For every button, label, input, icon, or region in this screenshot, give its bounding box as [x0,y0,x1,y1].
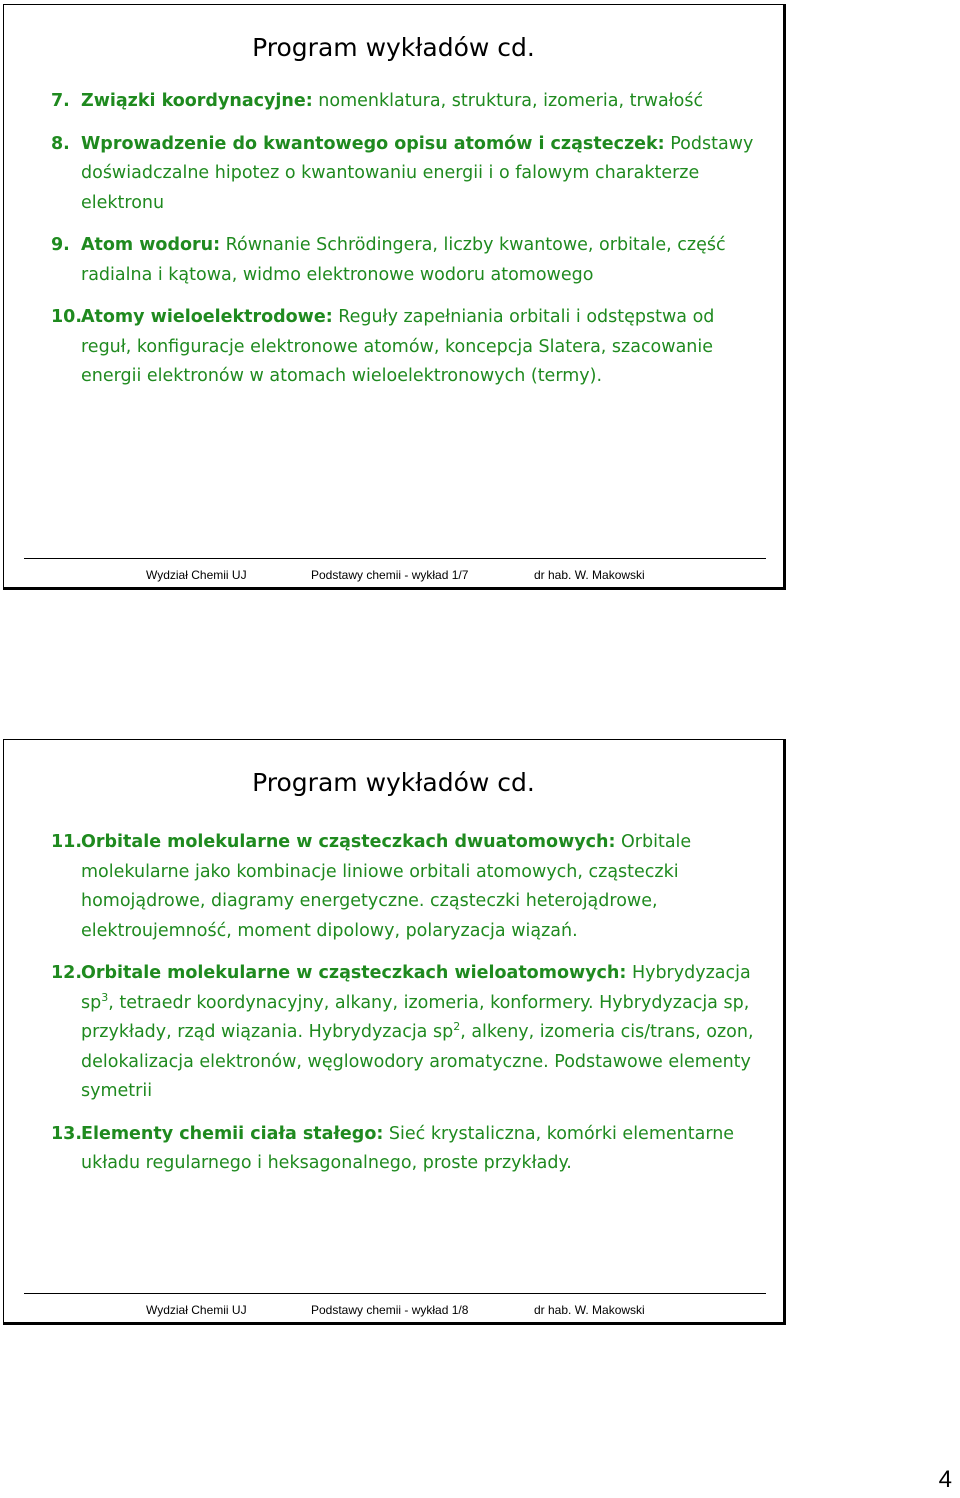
item-heading: Związki koordynacyjne: [81,91,313,111]
footer-lecture: Podstawy chemii - wykład 1/8 [311,1303,469,1317]
footer-author: dr hab. W. Makowski [534,568,645,582]
slide-2 [3,739,786,1325]
item-text: Sieć krystaliczna, komórki elementarne układu regularnego i heksagonalnego, proste przykłady. [81,1123,735,1173]
item-heading: Orbitale molekularne w cząsteczkach wieloatomowych: [81,963,627,983]
item-number: 12. [51,963,83,983]
superscript: 2 [453,1020,461,1034]
list-item [51,231,763,290]
item-text: Reguły zapełniania orbitali i odstępstwa od reguł, konfiguracje elektronowe atomów, koncepcja Slatera, szacowanie energii elektronów w atomach wieloelektronowych (termy). [81,307,715,386]
item-number: 11. [51,832,83,852]
item-number: 13. [51,1123,83,1144]
list-item [51,828,763,946]
footer-faculty: Wydział Chemii UJ [146,1303,247,1317]
list-item [51,959,763,1107]
item-text: Orbitale molekularne jako kombinacje liniowe orbitali atomowych, cząsteczki homojądrowe, diagramy energetyczne. cząsteczki heterojądrowe, elektroujemność, moment dipolowy, polaryzacja wiązań. [81,832,692,941]
item-heading: Elementy chemii ciała stałego: [81,1123,384,1144]
item-number: 9. [51,235,70,255]
list-item [51,130,763,219]
slide-title: Program wykładów cd. [252,33,535,62]
footer-divider [24,1293,766,1294]
slide-1 [3,4,786,590]
list-item [51,87,763,117]
topic-list [51,87,763,392]
list-item [51,303,763,392]
item-heading: Wprowadzenie do kwantowego opisu atomów i cząsteczek: [81,133,665,154]
item-text: nomenklatura, struktura, izomeria, trwałość [312,91,704,111]
slide-title: Program wykładów cd. [252,768,535,797]
item-text: , alkeny, izomeria cis/trans, ozon, delokalizacja elektronów, węglowodory aromatyczne. Podstawowe elementy symetrii [81,1022,754,1101]
topic-list [51,828,763,1179]
item-heading: Orbitale molekularne w cząsteczkach dwuatomowych: [81,832,616,852]
list-item [51,1120,763,1179]
page-number: 4 [938,1466,952,1493]
footer-lecture: Podstawy chemii - wykład 1/7 [311,568,469,582]
item-text: , tetraedr koordynacyjny, alkany, izomeria, konformery. Hybrydyzacja sp, przykłady, rząd wiązania. Hybrydyzacja sp [81,992,750,1042]
item-number: 10. [51,307,83,327]
footer-faculty: Wydział Chemii UJ [146,568,247,582]
item-number: 8. [51,133,70,154]
item-text: Hybrydyzacja sp [81,963,751,1013]
item-number: 7. [51,91,70,111]
superscript: 3 [101,990,109,1004]
item-text: Podstawy doświadczalne hipotez o kwantowaniu energii i o falowym charakterze elektronu [81,133,754,213]
item-heading: Atom wodoru: [81,235,221,255]
footer-divider [24,558,766,559]
footer-author: dr hab. W. Makowski [534,1303,645,1317]
item-text: Równanie Schrödingera, liczby kwantowe, orbitale, część radialna i kątowa, widmo elektronowe wodoru atomowego [81,235,726,285]
item-heading: Atomy wieloelektrodowe: [81,307,333,327]
